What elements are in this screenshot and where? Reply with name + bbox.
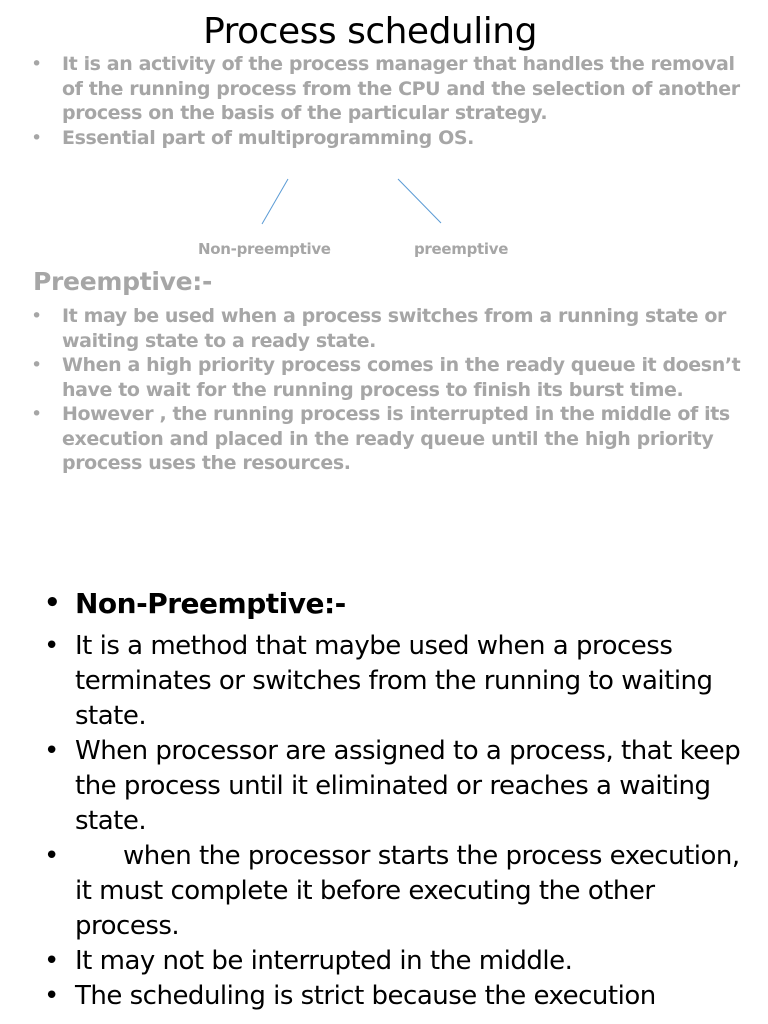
branch-lines-diagram — [255, 176, 455, 228]
non-preemptive-bullet-list — [75, 586, 745, 1014]
branch-label-non-preemptive: Non-preemptive — [198, 240, 331, 258]
intro-bullet-list — [62, 52, 742, 150]
non-preemptive-point-4: • It may not be interrupted in the middle. — [75, 944, 745, 979]
intro-point-2: • Essential part of multiprogramming OS. — [62, 126, 742, 151]
page-title: Process scheduling — [203, 11, 537, 52]
preemptive-point-2: • When a high priority process comes in the ready queue it doesn’t have to wait for the running process to finish its burst time. — [62, 353, 742, 402]
non-preemptive-heading: • Non-Preemptive:- — [75, 586, 745, 621]
branch-line-right — [398, 179, 441, 223]
branch-label-preemptive: preemptive — [414, 240, 509, 258]
branch-line-left — [262, 179, 288, 224]
preemptive-heading: Preemptive:- — [33, 267, 213, 296]
intro-point-1: • It is an activity of the process manager that handles the removal of the running process from the CPU and the selection of another process on the basis of the particular strategy. — [62, 52, 742, 126]
non-preemptive-point-3-text: when the processor starts the process execution, it must complete it before executing the other process. — [75, 841, 740, 941]
preemptive-point-1: • It may be used when a process switches from a running state or waiting state to a ready state. — [62, 304, 742, 353]
preemptive-bullet-list — [62, 304, 742, 476]
non-preemptive-point-3 — [75, 839, 745, 944]
non-preemptive-point-5: • The scheduling is strict because the execution — [75, 979, 745, 1014]
non-preemptive-point-2: • When processor are assigned to a process, that keep the process until it eliminated or reaches a waiting state. — [75, 734, 745, 839]
preemptive-point-3: • However , the running process is interrupted in the middle of its execution and placed in the ready queue until the high priority process uses the resources. — [62, 402, 742, 476]
non-preemptive-point-1: • It is a method that maybe used when a process terminates or switches from the running to waiting state. — [75, 629, 745, 734]
